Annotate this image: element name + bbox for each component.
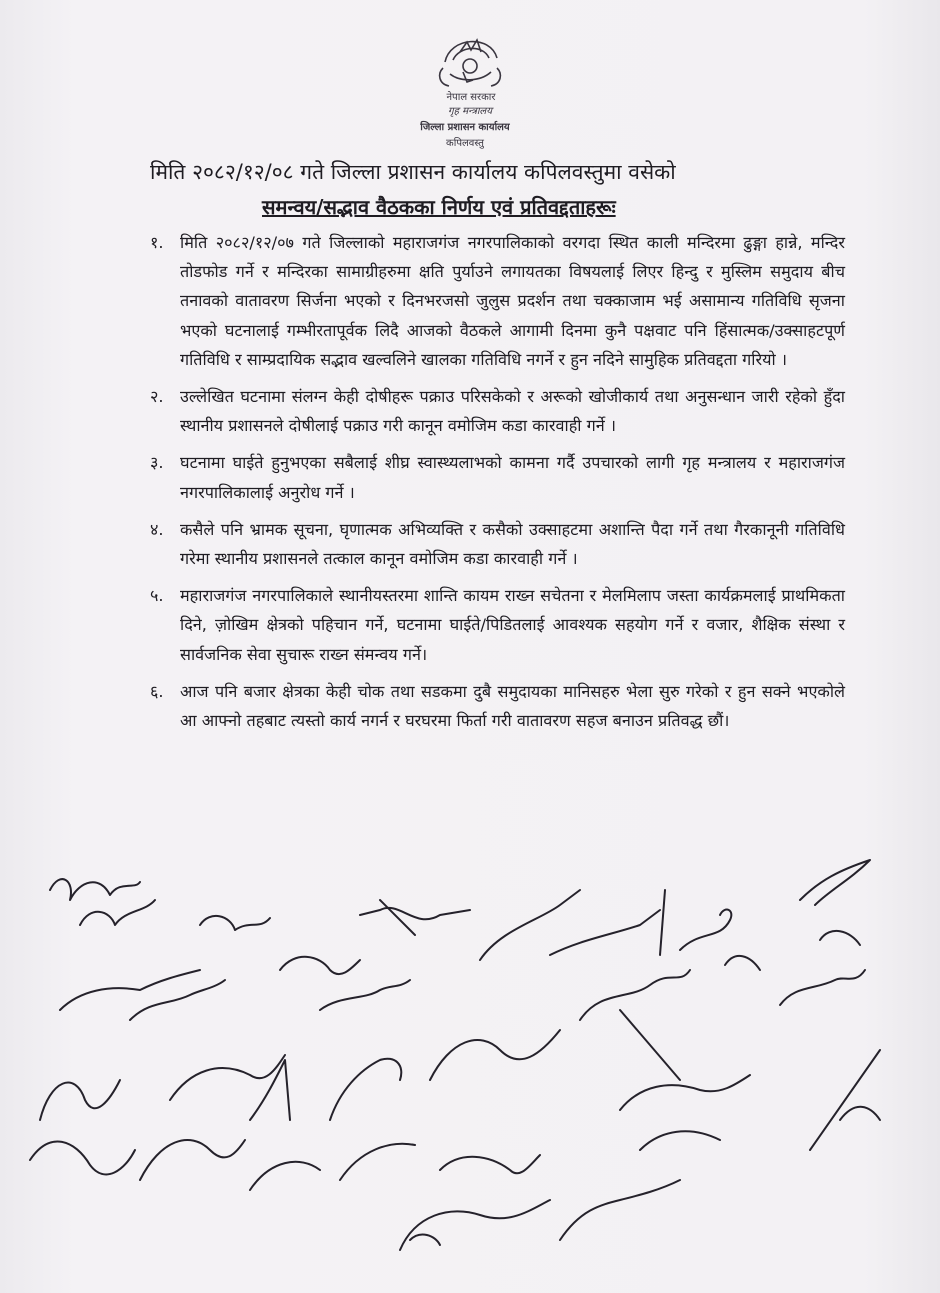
signature	[280, 957, 360, 974]
signature	[250, 1060, 290, 1120]
signature	[560, 1180, 680, 1240]
decision-item	[150, 581, 845, 669]
document-subtitle: समन्वय/सद्भाव वैठकका निर्णय एवं प्रतिवद्दताहरूः	[262, 195, 616, 219]
signature	[840, 1107, 880, 1120]
decision-item	[150, 448, 845, 506]
decision-number: २.	[150, 387, 164, 407]
decision-number: ६.	[150, 681, 164, 701]
signature	[200, 916, 270, 930]
signature	[30, 1141, 135, 1174]
decision-text: महाराजगंज नगरपालिकाले स्थानीयस्तरमा शान्ति कायम राख्न सचेतना र मेलमिलाप जस्ता कार्यक्रमलाई प्राथमिकता दिने, ज़ोखिम क्षेत्रको पहिचान गर्ने, घटनामा घाईते/पिडितलाई आवश्यक सहयोग गर्ने र वजार, शैक्षिक संस्था र सार्वजनिक सेवा सुचारू राख्न संमन्वय गर्ने।	[180, 586, 845, 664]
seal-line-4: कपिलवस्तु	[446, 138, 484, 149]
signature	[360, 908, 470, 919]
decision-list	[150, 228, 845, 743]
document-title: मिति २०८२/१२/०८ गते जिल्ला प्रशासन कार्यालय कपिलवस्तुमा वसेको	[150, 160, 676, 184]
signature	[620, 1075, 750, 1110]
signature	[660, 890, 665, 955]
signature	[480, 890, 580, 960]
decision-number: १.	[150, 233, 164, 252]
signature	[320, 980, 410, 1010]
signature	[80, 900, 155, 925]
signature	[410, 1235, 440, 1245]
signature	[640, 1131, 720, 1150]
seal-line-2: गृह मन्त्रालय	[447, 106, 493, 117]
signature	[430, 1030, 560, 1080]
signature	[380, 900, 415, 935]
decision-text: घटनामा घाईते हुनुभएका सबैलाई शीघ्र स्वास्थ्यलाभको कामना गर्दै उपचारको लागी गृह मन्त्रालय र महाराजगंज नगरपालिकालाई अनुरोध गर्ने ।	[180, 453, 845, 502]
signature	[580, 970, 690, 1020]
decision-text: उल्लेखित घटनामा संलग्न केही दोषीहरू पक्राउ परिसकेको र अरूको खोजीकार्य तथा अनुसन्धान जारी रहेको हुँदा स्थानीय प्रशासनले दोषीलाई पक्राउ गरी कानून वमोजिम कडा कारवाही गर्ने ।	[180, 387, 845, 436]
signature	[250, 1162, 320, 1190]
signature	[400, 1200, 550, 1250]
signature	[680, 910, 731, 950]
seal-line-3: जिल्ला प्रशासन कार्यालय	[420, 122, 510, 133]
government-seal-icon	[405, 22, 535, 152]
decision-number: ५.	[150, 586, 164, 606]
signature	[340, 1144, 415, 1180]
signature	[140, 1140, 245, 1180]
signature	[60, 970, 200, 1010]
signature	[725, 956, 760, 970]
signature	[780, 970, 865, 1005]
signature	[50, 879, 140, 900]
signature	[440, 1155, 540, 1173]
decision-text: मिति २०८२/१२/०७ गते जिल्लाको महाराजगंज नगरपालिकाको वरगदा स्थित काली मन्दिरमा ढुङ्गा हान्ने, मन्दिर तोडफोड गर्ने र मन्दिरका सामाग्रीहरुमा क्षति पुर्याउने लगायतका विषयलाई लिएर हिन्दु र मुस्लिम समुदाय बीच तनावको वातावरण सिर्जना भएको र दिनभरजसो जुलुस प्रदर्शन तथा चक्काजाम भई असामान्य गतिविधि सृजना भएको घटनालाई गम्भीरतापूर्वक लिदै आजको वैठकले आगामी दिनमा कुनै पक्षवाट पनि हिंसात्मक/उक्साहटपूर्ण गतिविधि र साम्प्रदायिक सद्भाव खल्वलिने खालका गतिविधि नगर्ने र हुन नदिने सामुहिक प्रतिवद्दता गरियो ।	[180, 233, 845, 369]
decision-text: कसैले पनि भ्रामक सूचना, घृणात्मक अभिव्यक्ति र कसैको उक्साहटमा अशान्ति पैदा गर्ने तथा गैरकानूनी गतिविधि गरेमा स्थानीय प्रशासनले तत्काल कानून वमोजिम कडा कारवाही गर्ने ।	[180, 519, 845, 569]
decision-item	[150, 228, 845, 374]
signature	[800, 860, 870, 905]
decision-item	[150, 677, 845, 735]
decision-text: आज पनि बजार क्षेत्रका केही चोक तथा सडकमा दुबै समुदायका मानिसहरु भेला सुरु गरेको र हुन सक्ने भएकोले आ आफ्नो तहबाट त्यस्तो कार्य नगर्न र घरघरमा फिर्ता गरी वातावरण सहज बनाउन प्रतिवद्ध छौं।	[180, 681, 845, 731]
signature	[820, 931, 860, 945]
seal-line-1: नेपाल सरकार	[446, 92, 496, 103]
signatures-area	[20, 820, 920, 1280]
signature	[550, 910, 660, 955]
signature	[810, 1050, 880, 1150]
decision-item	[150, 515, 845, 573]
decision-item	[150, 382, 845, 440]
signature	[330, 1059, 401, 1120]
decision-number: ३.	[150, 453, 164, 473]
decision-number: ४.	[150, 519, 164, 539]
signature	[130, 980, 225, 1020]
signature	[620, 1010, 680, 1080]
signature	[40, 1080, 120, 1120]
